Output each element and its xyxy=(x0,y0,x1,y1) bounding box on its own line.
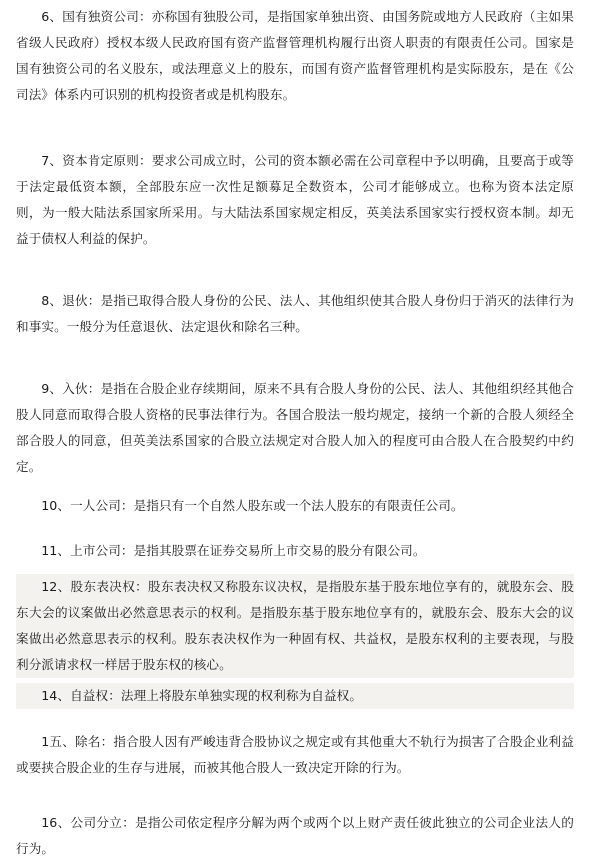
paragraph-11-listed-company: 11、上市公司：是指其股票在证券交易所上市交易的股分有限公司。 xyxy=(41,543,426,558)
paragraph-9-admission: 9、入伙：是指在合股企业存续期间，原来不具有合股人身份的公民、法人、其他组织经其他合股人同意而取得合股人资格的民事法律行为。各国合股法一般均规定，接纳一个新的合股人须经全部合股人的同意，但英美法系国家的合股立法规定对合股人加入的程度可由合股人在合股契约中约定。 xyxy=(16,381,574,474)
paragraph-10-one-person-company: 10、一人公司：是指只有一个自然人股东或一个法人股东的有限责任公司。 xyxy=(41,498,464,513)
paragraph-12-voting-right: 12、股东表决权：股东表决权又称股东议决权，是指股东基于股东地位享有的，就股东会、股东大会的议案做出必然意思表示的权利。是指股东基于股东地位享有的，就股东会、股东大会的议案做出必然意思表示的权利。股东表决权作为一种固有权、共益权，是股东权利的主要表现，与股利分派请求权一样居于股东权的核心。 xyxy=(16,574,574,678)
paragraph-8-withdrawal: 8、退伙：是指已取得合股人身份的公民、法人、其他组织使其合股人身份归于消灭的法律行为和事实。一般分为任意退伙、法定退伙和除名三种。 xyxy=(16,293,574,334)
paragraph-16-company-division: 16、公司分立：是指公司依定程序分解为两个或两个以上财产责任彼此独立的公司企业法人的行为。 xyxy=(16,815,574,856)
paragraph-14-self-interest-right: 14、自益权：法理上将股东单独实现的权利称为自益权。 xyxy=(16,683,574,709)
paragraph-15-expulsion: 1五、除名：指合股人因有严峻违背合股协议之规定或有其他重大不轨行为损害了合股企业利益或要挟合股企业的生存与进展，而被其他合股人一致决定开除的行为。 xyxy=(16,734,574,775)
paragraph-6-state-owned-company: 6、国有独资公司：亦称国有独股公司，是指国家单独出资、由国务院或地方人民政府（主如果省级人民政府）授权本级人民政府国有资产监督管理机构履行出资人职责的有限责任公司。国家是国有独资公司的名义股东，或法理意义上的股东，而国有资产监督管理机构是实际股东，是在《公司法》体系内可识别的机构投资者或是机构股东。 xyxy=(16,9,574,102)
paragraph-7-capital-principle: 7、资本肯定原则：要求公司成立时，公司的资本额必需在公司章程中予以明确，且要高于或等于法定最低资本额，全部股东应一次性足额募足全数资本，公司才能够成立。也称为资本法定原则，为一般大陆法系国家所采用。与大陆法系国家规定相反，英美法系国家实行授权资本制。却无益于债权人利益的保护。 xyxy=(16,153,574,246)
